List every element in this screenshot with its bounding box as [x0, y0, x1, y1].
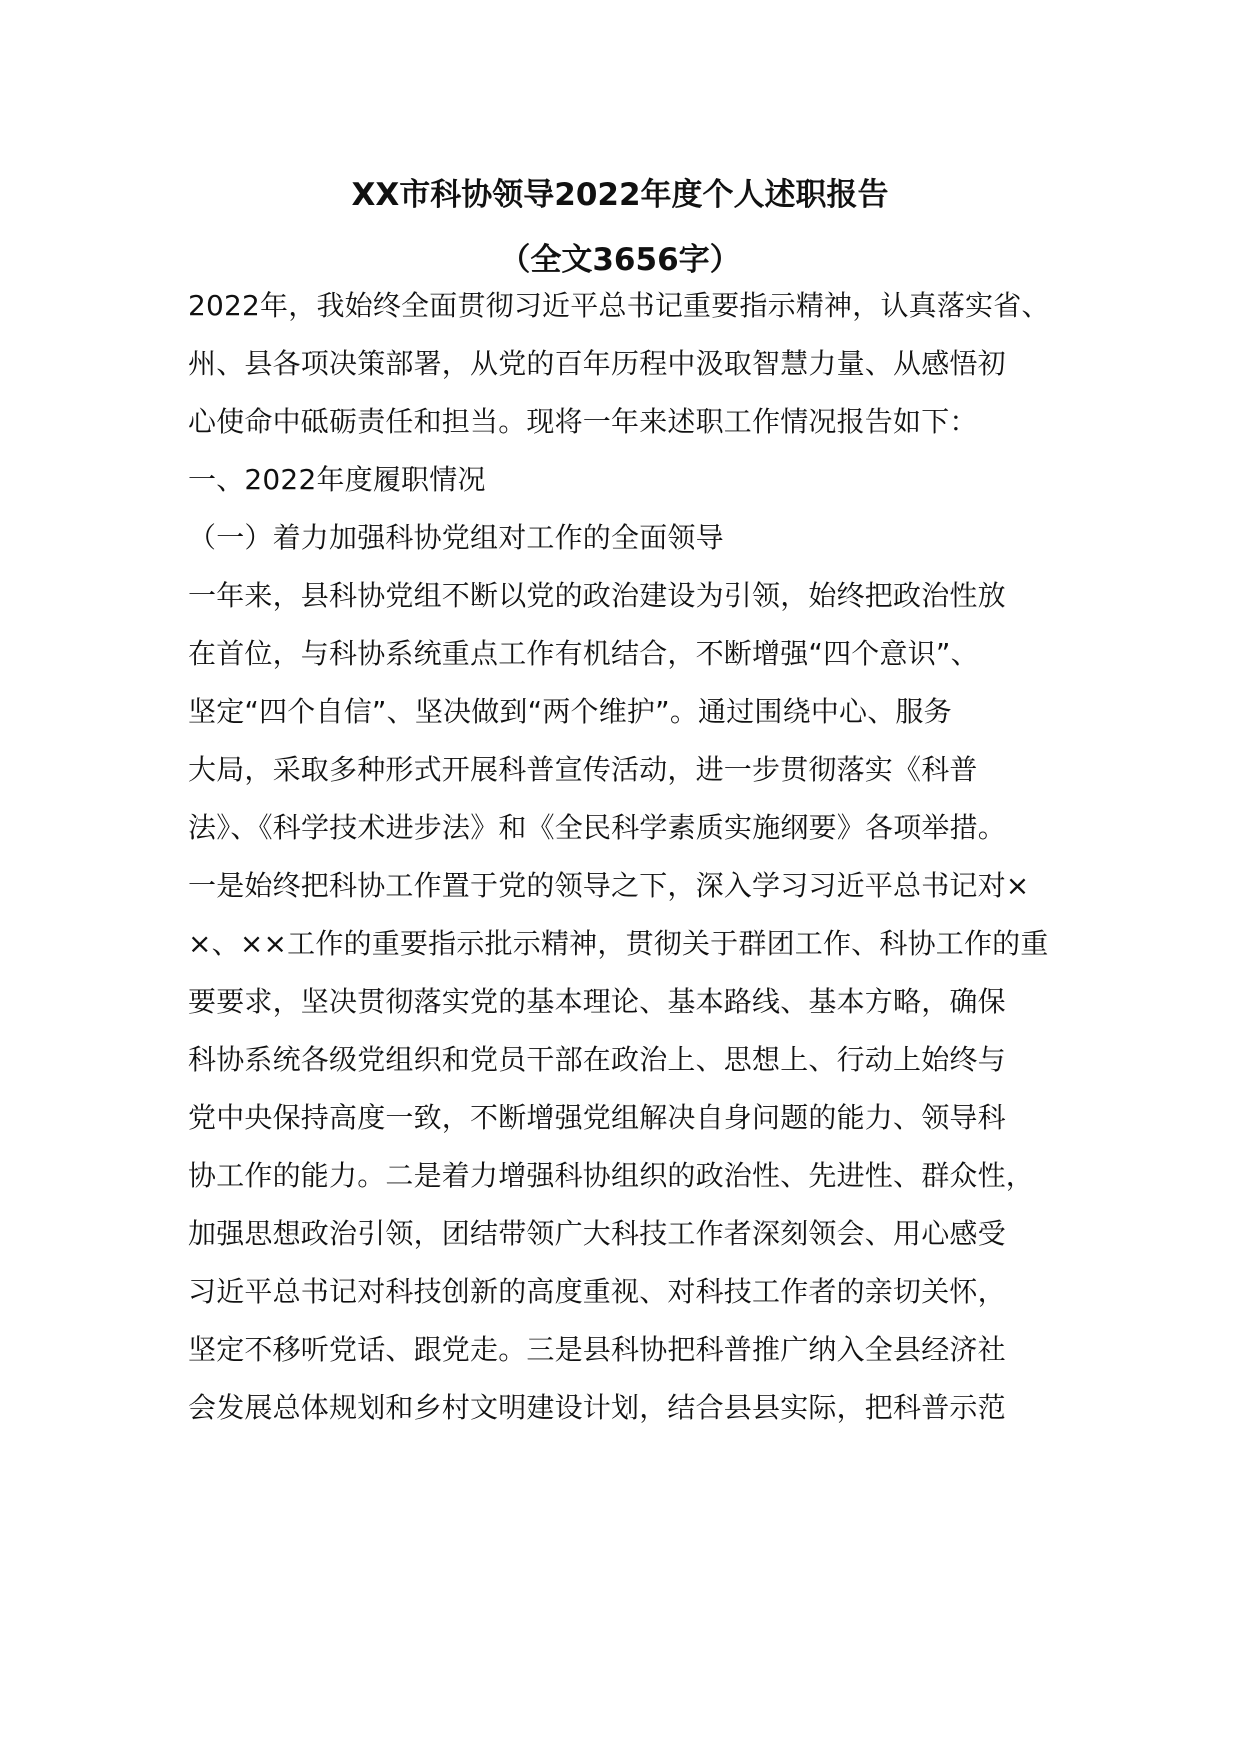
body-line: 要要求，坚决贯彻落实党的基本理论、基本路线、基本方略，确保	[188, 985, 1006, 1018]
body-line: ×、××工作的重要指示批示精神，贯彻关于群团工作、科协工作的重	[188, 927, 1049, 960]
body-line: 大局，采取多种形式开展科普宣传活动，进一步贯彻落实《科普	[188, 753, 978, 786]
body-line: 一是始终把科协工作置于党的领导之下，深入学习习近平总书记对×	[188, 869, 1030, 902]
body-line: 会发展总体规划和乡村文明建设计划，结合县县实际，把科普示范	[188, 1391, 1006, 1424]
body-line: 协工作的能力。二是着力增强科协组织的政治性、先进性、群众性，	[188, 1159, 1035, 1192]
body-line: 在首位，与科协系统重点工作有机结合，不断增强“四个意识”、	[188, 637, 979, 670]
body-line: 科协系统各级党组织和党员干部在政治上、思想上、行动上始终与	[188, 1043, 1006, 1076]
body-line: 法》、《科学技术进步法》和《全民科学素质实施纲要》各项举措。	[188, 811, 1007, 844]
body-line: 州、县各项决策部署，从党的百年历程中汲取智慧力量、从感悟初	[188, 347, 1006, 380]
body-line: 坚定不移听党话、跟党走。三是县科协把科普推广纳入全县经济社	[188, 1333, 1006, 1366]
body-line: 一年来，县科协党组不断以党的政治建设为引领，始终把政治性放	[188, 579, 1006, 612]
body-line: 习近平总书记对科技创新的高度重视、对科技工作者的亲切关怀，	[188, 1275, 1006, 1308]
document-subtitle: （全文3656字）	[499, 242, 741, 278]
section-heading: 一、2022年度履职情况	[188, 463, 486, 496]
body-line: 党中央保持高度一致，不断增强党组解决自身问题的能力、领导科	[188, 1101, 1006, 1134]
body-line: 坚定“四个自信”、坚决做到“两个维护”。通过围绕中心、服务	[188, 695, 952, 728]
body-line: 加强思想政治引领，团结带领广大科技工作者深刻领会、用心感受	[188, 1217, 1006, 1250]
document-title: XX市科协领导2022年度个人述职报告	[351, 177, 889, 213]
body-line: 2022年，我始终全面贯彻习近平总书记重要指示精神，认真落实省、	[188, 289, 1050, 322]
subsection-heading: （一）着力加强科协党组对工作的全面领导	[188, 521, 724, 554]
body-line: 心使命中砥砺责任和担当。现将一年来述职工作情况报告如下：	[188, 405, 978, 438]
